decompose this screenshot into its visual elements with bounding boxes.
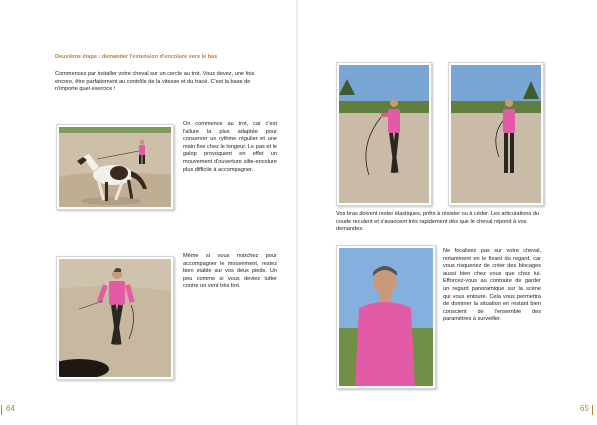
right-page — [298, 0, 597, 425]
photo-longeing-2 — [448, 62, 544, 206]
page-marker — [592, 405, 593, 415]
paragraph-arms: Vos bras doivent rester élastiques, prêts à résister ou à céder. Les articulations du coude reculent et s'avancent très rapidement dès que le cheval répond à vos demandes. — [336, 211, 540, 233]
photo-man-walking — [56, 256, 174, 380]
photo-portrait — [336, 245, 436, 389]
page-number-right: 65 — [580, 404, 589, 413]
paragraph-focus: Ne focalisez pas sur votre cheval, notamment en le fixant du regard, car vous risqueriez de créer des blocages aussi bien chez vous que chez lui. Efforcez-vous au contraire de garder un regard panoramique sur la scène qui vous entoure. Cela vous permettra de dominer la situation en restant bien conscient de l'ensemble des paramètres à surveiller. — [443, 248, 541, 323]
section-title: Deuxième étape : demander l'extension d'encolure vers le bas — [55, 54, 218, 60]
photo-longeing-1 — [336, 62, 432, 206]
left-page — [0, 0, 298, 425]
photo-horse-trotting — [56, 124, 174, 210]
paragraph-trot: On commence au trot, car c'est l'allure la plus adaptée pour conserver un rythme régulier et une main fixe chez le longeur. Le pas et le galop provoquent en effet un mouvement d'ouverture silte-encolure plus difficile à accompagner. — [183, 121, 277, 173]
page-marker — [1, 405, 2, 415]
intro-paragraph: Commencez par installer votre cheval sur un cercle au trot. Vous devez, une fois encore, être parfaitement au contrôle de la vitesse et du tracé. C'est la base de n'importe quel exercice ! — [55, 71, 255, 93]
page-number-left: 64 — [6, 404, 15, 413]
paragraph-walk: Même si vous marchez pour accompagner le mouvement, restez bien stable sur vos deux pieds. Un peu comme si vous deviez lutter contre un vent très fort. — [183, 253, 277, 290]
